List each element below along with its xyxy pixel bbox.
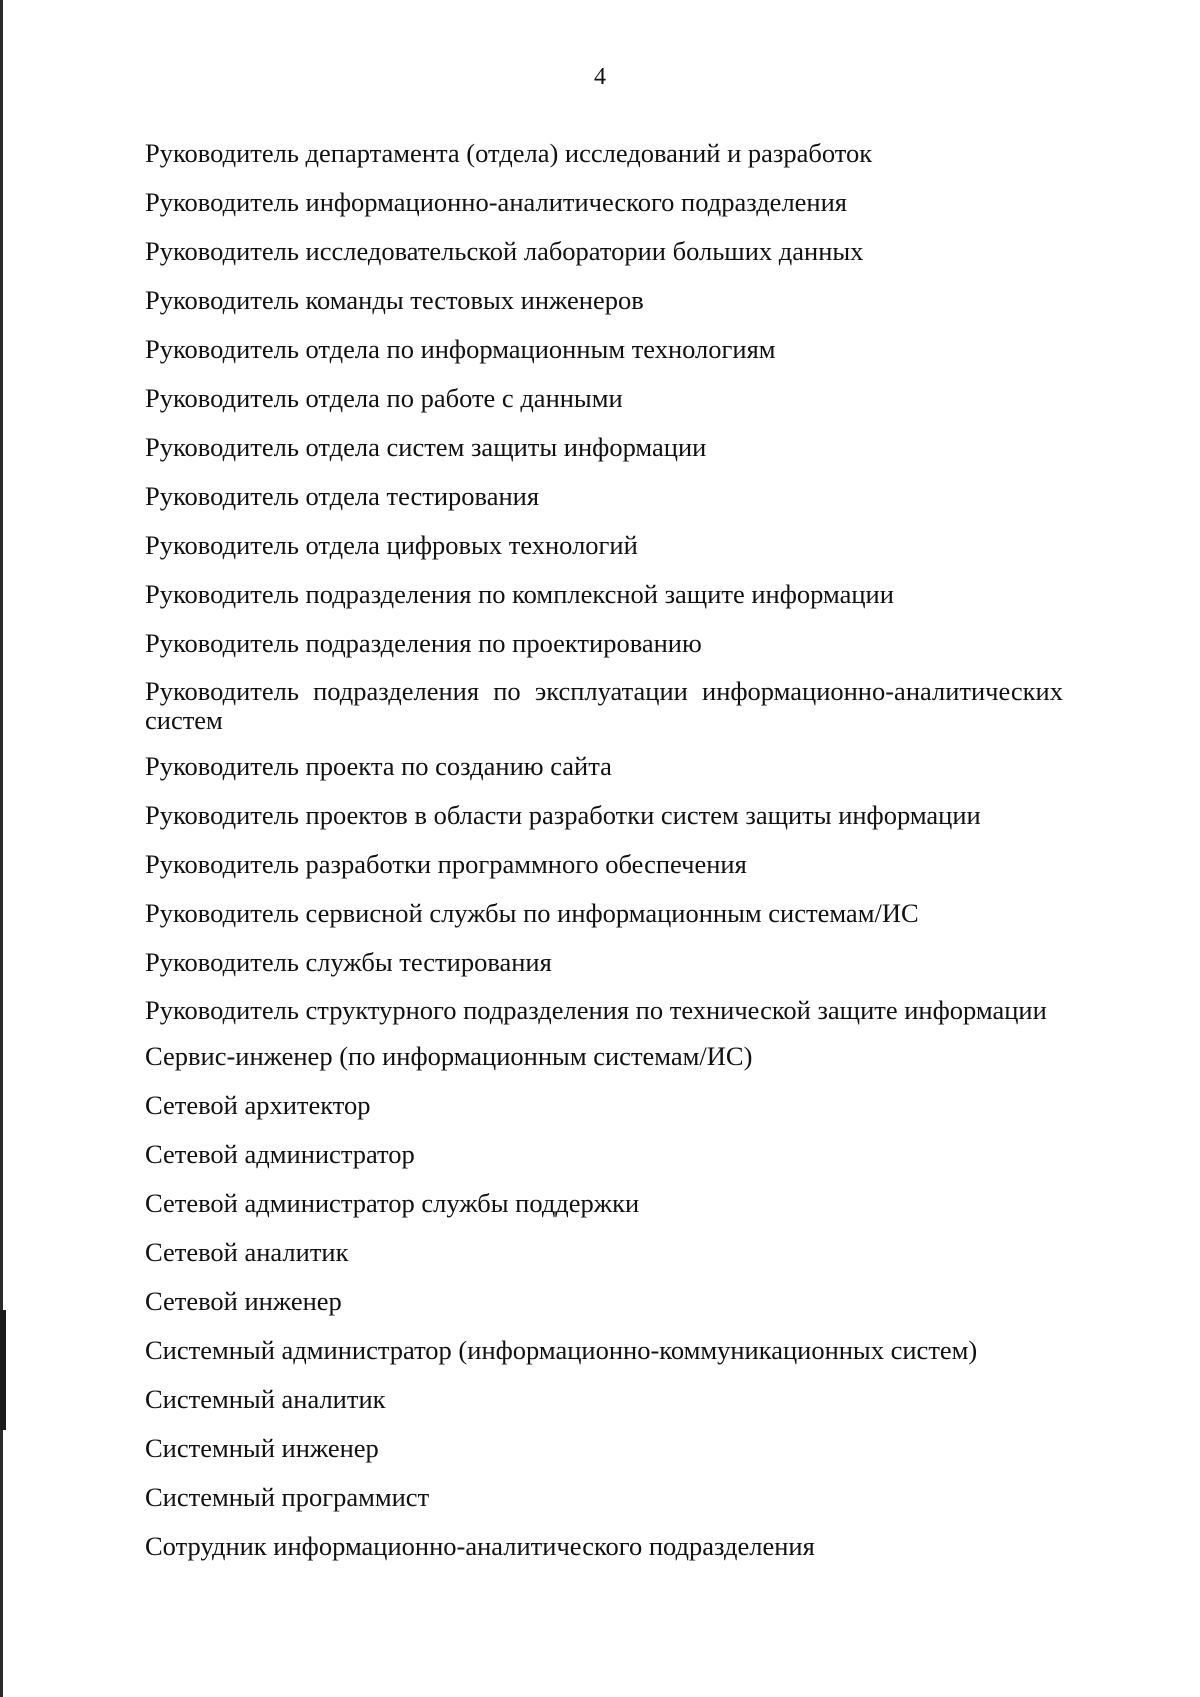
list-item: Руководитель проекта по созданию сайта: [145, 751, 612, 781]
list-item: Руководитель подразделения по эксплуатации информационно-аналитических систем: [145, 676, 1063, 735]
page-number: 4: [594, 64, 606, 90]
list-item: Руководитель структурного подразделения по технической защите информации: [145, 995, 1047, 1025]
list-item: Руководитель службы тестирования: [145, 947, 552, 977]
list-item: Руководитель проектов в области разработки систем защиты информации: [145, 800, 981, 830]
list-item: Системный аналитик: [145, 1384, 386, 1414]
list-item: Руководитель отдела систем защиты информации: [145, 432, 707, 462]
list-item: Системный инженер: [145, 1433, 379, 1463]
list-item: Сетевой администратор службы поддержки: [145, 1188, 640, 1218]
list-item: Сетевой инженер: [145, 1286, 342, 1316]
job-title-list: [145, 138, 1063, 1580]
list-item: Руководитель исследовательской лаборатории больших данных: [145, 236, 864, 266]
list-item: Руководитель отдела по информационным технологиям: [145, 334, 776, 364]
list-item: Сетевой администратор: [145, 1139, 415, 1169]
list-item: Сотрудник информационно-аналитического подразделения: [145, 1531, 815, 1561]
list-item: Руководитель отдела по работе с данными: [145, 383, 623, 413]
list-item: Сервис-инженер (по информационным системам/ИС): [145, 1041, 753, 1071]
list-item: Руководитель подразделения по комплексной защите информации: [145, 579, 894, 609]
scan-left-edge: [0, 0, 3, 1697]
list-item: Руководитель команды тестовых инженеров: [145, 285, 644, 315]
scan-left-edge-mark: [0, 1310, 6, 1430]
list-item: Руководитель разработки программного обеспечения: [145, 849, 747, 879]
list-item: Системный программист: [145, 1482, 430, 1512]
list-item: Системный администратор (информационно-коммуникационных систем): [145, 1335, 978, 1365]
list-item: Сетевой архитектор: [145, 1090, 371, 1120]
list-item: Руководитель информационно-аналитического подразделения: [145, 187, 847, 217]
list-item: Руководитель департамента (отдела) исследований и разработок: [145, 138, 873, 168]
list-item: Руководитель подразделения по проектированию: [145, 628, 702, 658]
list-item: Руководитель отдела цифровых технологий: [145, 530, 638, 560]
list-item: Сетевой аналитик: [145, 1237, 349, 1267]
list-item: Руководитель отдела тестирования: [145, 481, 540, 511]
list-item: Руководитель сервисной службы по информационным системам/ИС: [145, 898, 919, 928]
